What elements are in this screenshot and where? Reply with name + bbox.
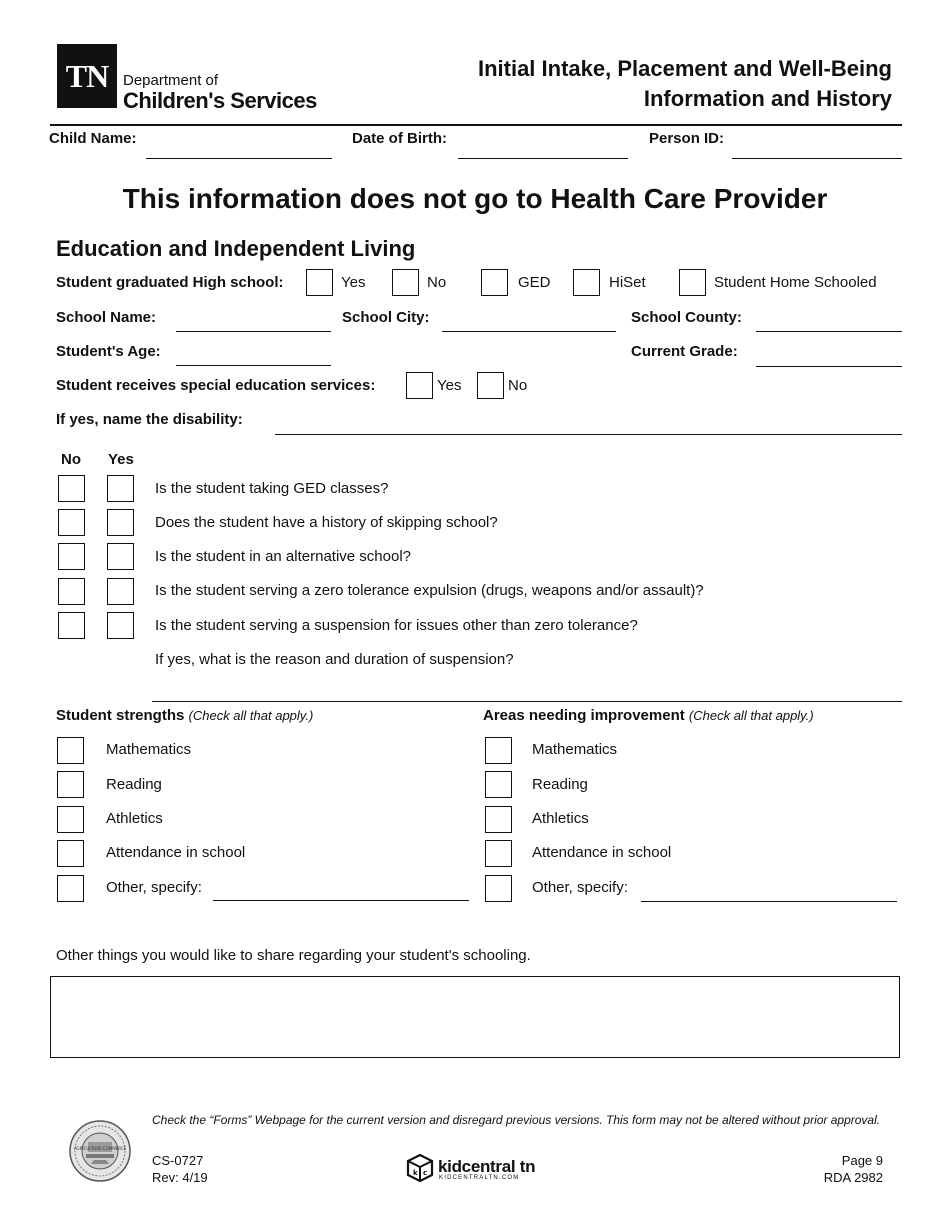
- ged-classes-yes-checkbox[interactable]: [107, 475, 134, 502]
- no-column-header: No: [61, 451, 81, 468]
- graduation-homeschooled-label: Student Home Schooled: [714, 274, 877, 291]
- question-zero-tolerance-expulsion: Is the student serving a zero tolerance expulsion (drugs, weapons and/or assault)?: [155, 582, 704, 599]
- school-name-label: School Name:: [56, 309, 157, 326]
- form-revision: Rev: 4/19: [152, 1170, 208, 1185]
- form-title-line1: Initial Intake, Placement and Well-Being: [477, 56, 892, 81]
- improvement-other-field[interactable]: [641, 901, 897, 902]
- question-skipping-school: Does the student have a history of skipping school?: [155, 514, 498, 531]
- school-county-field[interactable]: [756, 331, 902, 332]
- page-number: Page 9: [841, 1153, 883, 1168]
- strength-other-field[interactable]: [213, 900, 469, 901]
- strength-reading-checkbox[interactable]: [57, 771, 84, 798]
- child-name-field[interactable]: [146, 158, 332, 159]
- forms-disclaimer: Check the “Forms” Webpage for the current version and disregard previous versions. This form may not be altered without prior approval.: [152, 1113, 881, 1127]
- school-name-field[interactable]: [176, 331, 331, 332]
- improvement-mathematics-label: Mathematics: [532, 741, 618, 758]
- special-ed-yes-label: Yes: [437, 377, 462, 394]
- tn-logo-mark: TN: [57, 44, 117, 108]
- improvement-other-label: Other, specify:: [532, 879, 628, 896]
- graduation-no-checkbox[interactable]: [392, 269, 419, 296]
- improvement-attendance-checkbox[interactable]: [485, 840, 512, 867]
- strength-mathematics-checkbox[interactable]: [57, 737, 84, 764]
- tn-state-seal-icon: [69, 1120, 131, 1182]
- suspension-yes-checkbox[interactable]: [107, 612, 134, 639]
- special-ed-no-label: No: [508, 377, 528, 394]
- suspension-no-checkbox[interactable]: [58, 612, 85, 639]
- improvement-hint: (Check all that apply.): [688, 708, 814, 723]
- form-title-line2: Information and History: [643, 86, 892, 111]
- strength-other-label: Other, specify:: [106, 879, 202, 896]
- header-divider: [50, 124, 902, 126]
- graduation-hiset-label: HiSet: [609, 274, 646, 291]
- question-suspension: Is the student serving a suspension for issues other than zero tolerance?: [155, 617, 638, 634]
- improvement-athletics-label: Athletics: [532, 810, 589, 827]
- alternative-school-no-checkbox[interactable]: [58, 543, 85, 570]
- improvement-mathematics-checkbox[interactable]: [485, 737, 512, 764]
- improvement-attendance-label: Attendance in school: [532, 844, 672, 861]
- graduation-yes-label: Yes: [341, 274, 366, 291]
- improvement-other-checkbox[interactable]: [485, 875, 512, 902]
- expulsion-no-checkbox[interactable]: [58, 578, 85, 605]
- special-ed-yes-checkbox[interactable]: [406, 372, 433, 399]
- graduation-ged-label: GED: [518, 274, 551, 291]
- kidcentral-wordmark: kidcentral tn: [438, 1157, 536, 1176]
- strength-other-checkbox[interactable]: [57, 875, 84, 902]
- special-ed-label: Student receives special education services:: [56, 377, 376, 394]
- dob-field[interactable]: [458, 158, 628, 159]
- graduation-label: Student graduated High school:: [56, 274, 284, 291]
- expulsion-yes-checkbox[interactable]: [107, 578, 134, 605]
- yes-column-header: Yes: [108, 451, 134, 468]
- alternative-school-yes-checkbox[interactable]: [107, 543, 134, 570]
- graduation-hiset-checkbox[interactable]: [573, 269, 600, 296]
- current-grade-label: Current Grade:: [631, 343, 738, 360]
- form-number: CS-0727: [152, 1153, 204, 1168]
- improvement-title: Areas needing improvement: [483, 707, 685, 724]
- strength-reading-label: Reading: [106, 776, 162, 793]
- kidcentral-cube-icon: [405, 1153, 435, 1183]
- improvement-athletics-checkbox[interactable]: [485, 806, 512, 833]
- share-prompt: Other things you would like to share regarding your student's schooling.: [56, 947, 531, 964]
- special-ed-no-checkbox[interactable]: [477, 372, 504, 399]
- improvement-reading-label: Reading: [532, 776, 588, 793]
- improvement-heading: [483, 707, 814, 724]
- strength-athletics-label: Athletics: [106, 810, 163, 827]
- disability-field[interactable]: [275, 434, 902, 435]
- child-name-label: Child Name:: [49, 130, 137, 147]
- dob-label: Date of Birth:: [352, 130, 447, 147]
- skipping-no-checkbox[interactable]: [58, 509, 85, 536]
- graduation-homeschooled-checkbox[interactable]: [679, 269, 706, 296]
- current-grade-field[interactable]: [756, 366, 902, 367]
- graduation-yes-checkbox[interactable]: [306, 269, 333, 296]
- school-city-field[interactable]: [442, 331, 616, 332]
- graduation-ged-checkbox[interactable]: [481, 269, 508, 296]
- logo-department-text: Department of: [123, 72, 219, 89]
- strength-attendance-label: Attendance in school: [106, 844, 246, 861]
- rda-number: RDA 2982: [823, 1170, 883, 1185]
- school-county-label: School County:: [631, 309, 742, 326]
- improvement-reading-checkbox[interactable]: [485, 771, 512, 798]
- strength-mathematics-label: Mathematics: [106, 741, 192, 758]
- disability-label: If yes, name the disability:: [56, 411, 243, 428]
- provider-notice-banner: This information does not go to Health Care Provider: [122, 183, 828, 214]
- svg-text:c: c: [423, 1169, 428, 1177]
- question-ged-classes: Is the student taking GED classes?: [155, 480, 389, 497]
- person-id-field[interactable]: [732, 158, 902, 159]
- share-textarea[interactable]: [50, 976, 900, 1058]
- logo-childrens-services-text: Children's Services: [123, 88, 317, 113]
- section-title: Education and Independent Living: [56, 236, 416, 261]
- strengths-title: Student strengths: [56, 707, 185, 724]
- ged-classes-no-checkbox[interactable]: [58, 475, 85, 502]
- question-alternative-school: Is the student in an alternative school?: [155, 548, 411, 565]
- suspension-reason-field[interactable]: [152, 701, 902, 702]
- question-suspension-reason: If yes, what is the reason and duration of suspension?: [155, 651, 514, 668]
- skipping-yes-checkbox[interactable]: [107, 509, 134, 536]
- student-age-field[interactable]: [176, 365, 331, 366]
- strengths-hint: (Check all that apply.): [188, 708, 314, 723]
- seal-caption: AGRICULTURE COMMERCE: [73, 1146, 127, 1151]
- school-city-label: School City:: [342, 309, 430, 326]
- strength-athletics-checkbox[interactable]: [57, 806, 84, 833]
- svg-text:k: k: [413, 1169, 418, 1177]
- strengths-heading: [56, 707, 313, 724]
- graduation-no-label: No: [427, 274, 447, 291]
- student-age-label: Student's Age:: [56, 343, 161, 360]
- strength-attendance-checkbox[interactable]: [57, 840, 84, 867]
- person-id-label: Person ID:: [649, 130, 725, 147]
- kidcentral-url: KIDCENTRALTN.COM: [439, 1175, 520, 1181]
